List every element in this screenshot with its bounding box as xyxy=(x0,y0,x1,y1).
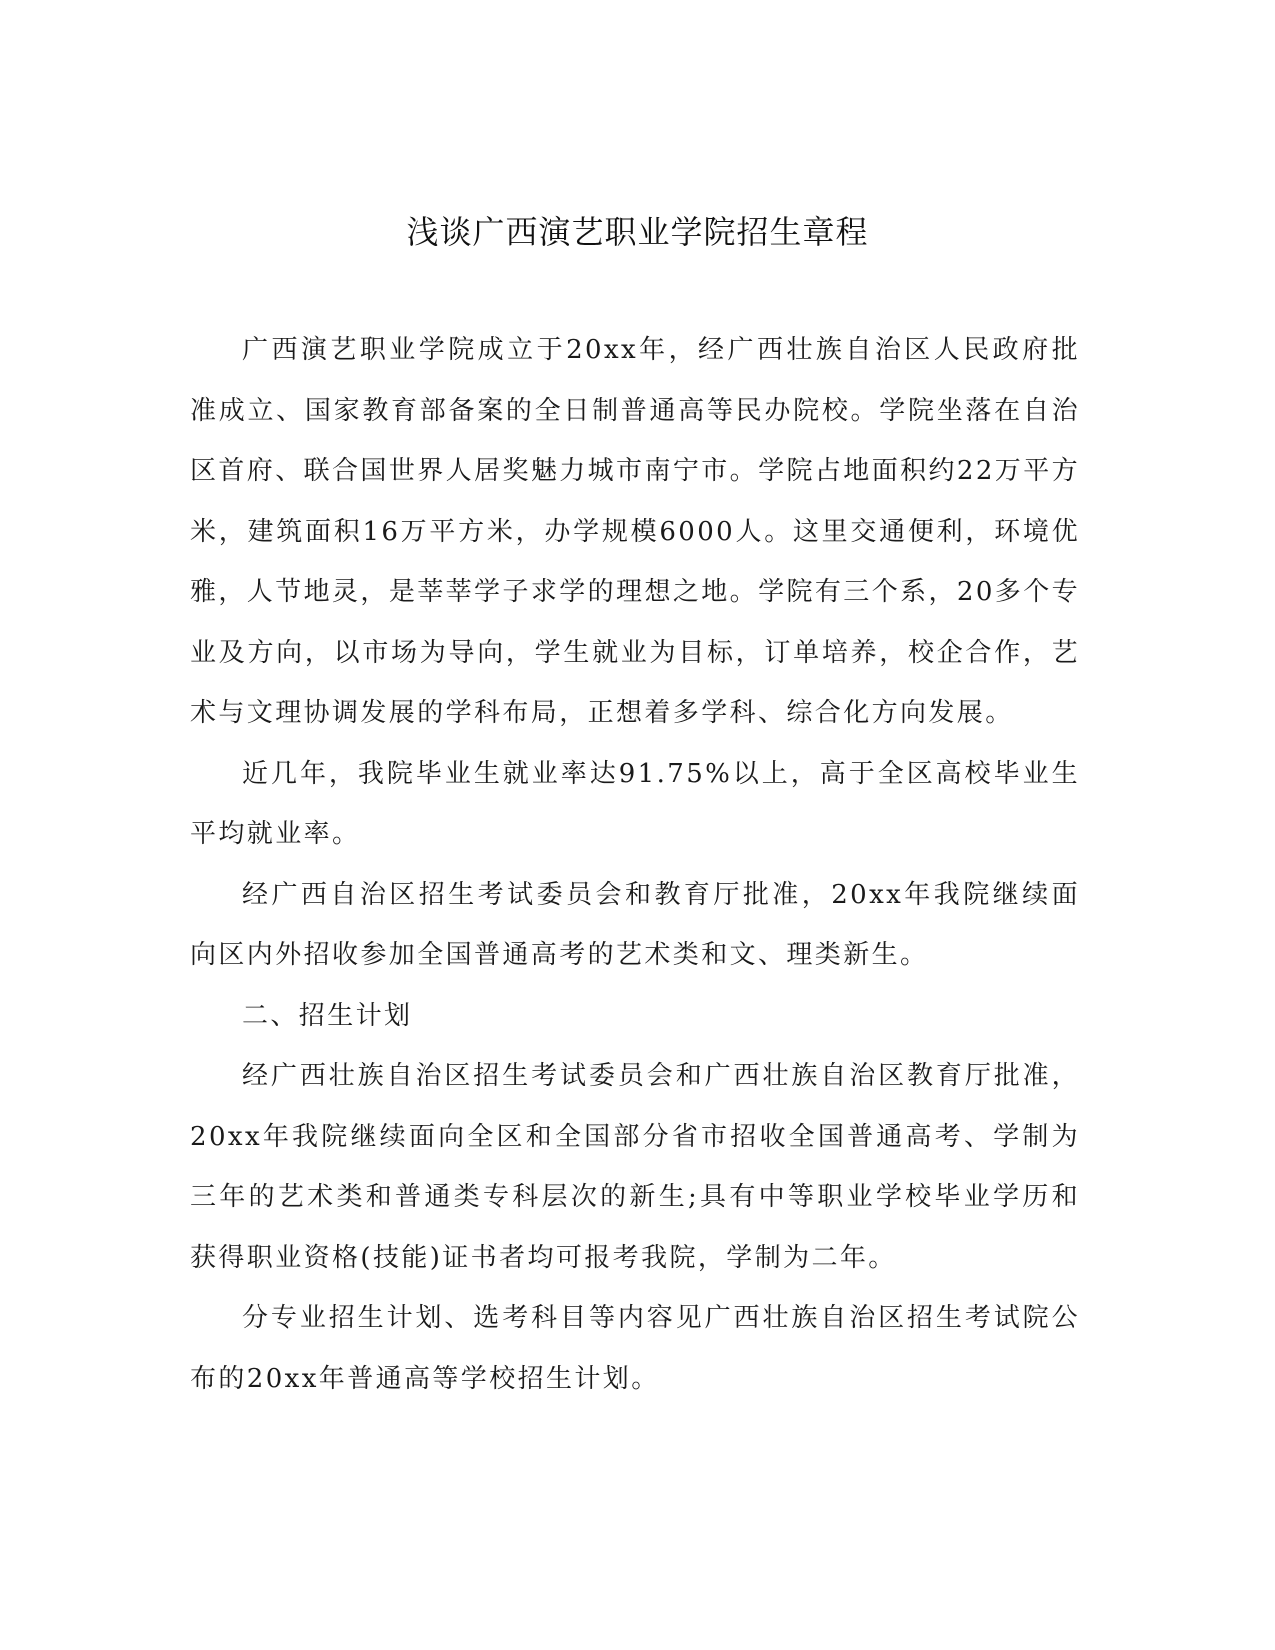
paragraph-plan-details: 分专业招生计划、选考科目等内容见广西壮族自治区招生考试院公布的20xx年普通高等学校招生计划。 xyxy=(190,1303,1080,1394)
paragraph-employment-rate: 近几年，我院毕业生就业率达91.75%以上，高于全区高校毕业生平均就业率。 xyxy=(190,758,1080,849)
paragraph-enrollment-plan: 经广西壮族自治区招生考试委员会和广西壮族自治区教育厅批准，20xx年我院继续面向全区和全国部分省市招收全国普通高考、学制为三年的艺术类和普通类专科层次的新生;具有中等职业学校毕业学历和获得职业资格(技能)证书者均可报考我院，学制为二年。 xyxy=(190,1061,1080,1273)
document-title: 浅谈广西演艺职业学院招生章程 xyxy=(406,213,869,251)
document-body xyxy=(190,320,1080,1409)
section-heading-enrollment-plan: 二、招生计划 xyxy=(242,1000,413,1031)
paragraph-approval: 经广西自治区招生考试委员会和教育厅批准，20xx年我院继续面向区内外招收参加全国普通高考的艺术类和文、理类新生。 xyxy=(190,879,1080,970)
paragraph-intro: 广西演艺职业学院成立于20xx年，经广西壮族自治区人民政府批准成立、国家教育部备案的全日制普通高等民办院校。学院坐落在自治区首府、联合国世界人居奖魅力城市南宁市。学院占地面积约22万平方米，建筑面积16万平方米，办学规模6000人。这里交通便利，环境优雅，人节地灵，是莘莘学子求学的理想之地。学院有三个系，20多个专业及方向，以市场为导向，学生就业为目标，订单培养，校企合作，艺术与文理协调发展的学科布局，正想着多学科、综合化方向发展。 xyxy=(190,335,1080,728)
